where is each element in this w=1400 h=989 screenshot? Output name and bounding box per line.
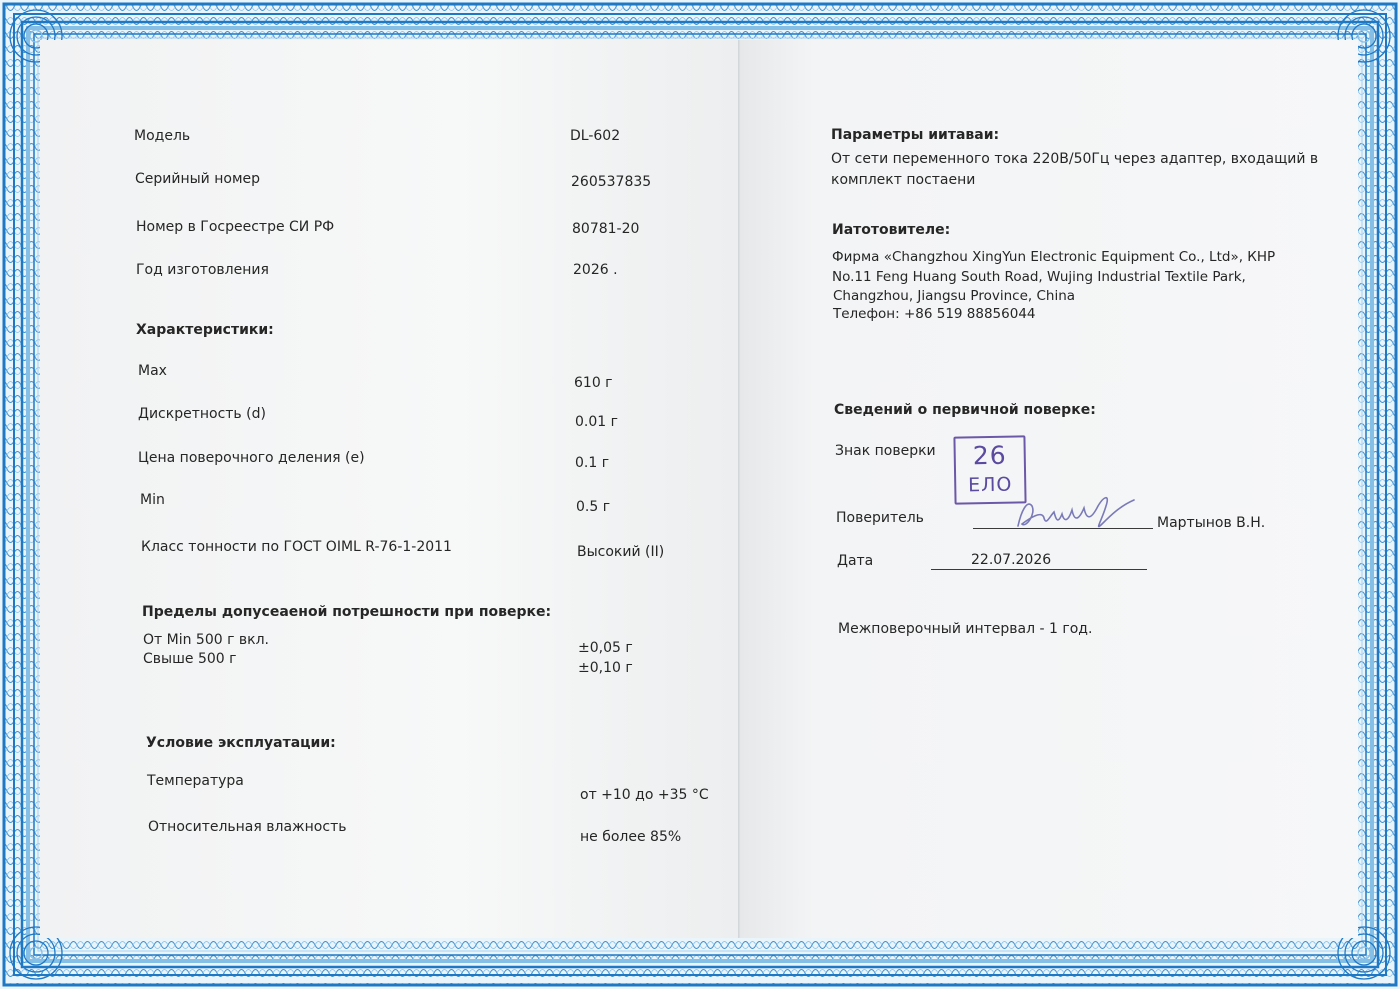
max-label: Max bbox=[138, 363, 167, 379]
maker-heading: Иатотовителе: bbox=[832, 222, 951, 238]
maker-line-1: Фирма «Changzhou XingYun Electronic Equipment Co., Ltd», КНР bbox=[832, 249, 1276, 265]
verifier-name: Мартынов В.Н. bbox=[1157, 515, 1266, 531]
limit2-label: Свыше 500 г bbox=[143, 651, 237, 667]
power-line-2: комплект постаени bbox=[831, 172, 976, 188]
min-label: Min bbox=[140, 492, 165, 508]
date-label: Дата bbox=[837, 553, 874, 569]
date-line bbox=[931, 569, 1147, 570]
specs-heading: Характеристики: bbox=[136, 322, 274, 338]
stamp-code: ЕЛО bbox=[967, 473, 1013, 497]
max-value: 610 г bbox=[574, 375, 613, 391]
maker-line-2: No.11 Feng Huang South Road, Wujing Industrial Textile Park, bbox=[832, 269, 1246, 285]
class-label: Класс тонности по ГОСТ OIML R-76-1-2011 bbox=[141, 539, 452, 555]
date-value: 22.07.2026 bbox=[971, 552, 1052, 568]
serial-label: Серийный номер bbox=[135, 171, 261, 187]
temp-value: от +10 до +35 °С bbox=[580, 787, 709, 803]
stamp-number: 26 bbox=[972, 440, 1007, 471]
division-value: 0.1 г bbox=[575, 455, 610, 471]
discreteness-value: 0.01 г bbox=[575, 414, 618, 430]
verifier-label: Поверитель bbox=[836, 510, 924, 526]
limits-heading: Пределы допусеаеной потрешности при поверке: bbox=[142, 604, 552, 620]
humidity-label: Относительная влажность bbox=[148, 819, 347, 835]
limit1-value: ±0,05 г bbox=[578, 640, 633, 656]
interval-text: Межповерочный интервал - 1 год. bbox=[838, 621, 1093, 637]
year-value: 2026 . bbox=[573, 262, 618, 278]
page-fold bbox=[738, 40, 741, 938]
min-value: 0.5 г bbox=[576, 499, 611, 515]
verification-heading: Сведений о первичной поверке: bbox=[834, 402, 1096, 418]
registry-value: 80781-20 bbox=[572, 221, 640, 237]
power-line-1: От сети переменного тока 220В/50Гц через адаптер, входащий в bbox=[831, 151, 1319, 167]
conditions-heading: Условие эксплуатации: bbox=[146, 735, 336, 751]
power-heading: Параметры иитаваи: bbox=[831, 127, 1000, 143]
registry-label: Номер в Госреестре СИ РФ bbox=[136, 219, 335, 235]
mark-label: Знак поверки bbox=[835, 443, 936, 459]
limit1-label: От Min 500 г вкл. bbox=[143, 632, 269, 648]
limit2-value: ±0,10 г bbox=[578, 660, 633, 676]
maker-line-3: Changzhou, Jiangsu Province, China bbox=[833, 288, 1076, 304]
discreteness-label: Дискретность (d) bbox=[138, 406, 266, 422]
year-label: Год изготовления bbox=[136, 262, 269, 278]
signature bbox=[1010, 488, 1145, 540]
temp-label: Температура bbox=[147, 773, 244, 789]
division-label: Цена поверочного деления (е) bbox=[138, 450, 365, 466]
humidity-value: не более 85% bbox=[580, 829, 682, 845]
maker-phone: Телефон: +86 519 88856044 bbox=[833, 306, 1036, 322]
serial-value: 260537835 bbox=[571, 174, 652, 190]
class-value: Высокий (II) bbox=[577, 544, 665, 560]
model-label: Модель bbox=[134, 128, 191, 144]
model-value: DL-602 bbox=[570, 128, 621, 144]
